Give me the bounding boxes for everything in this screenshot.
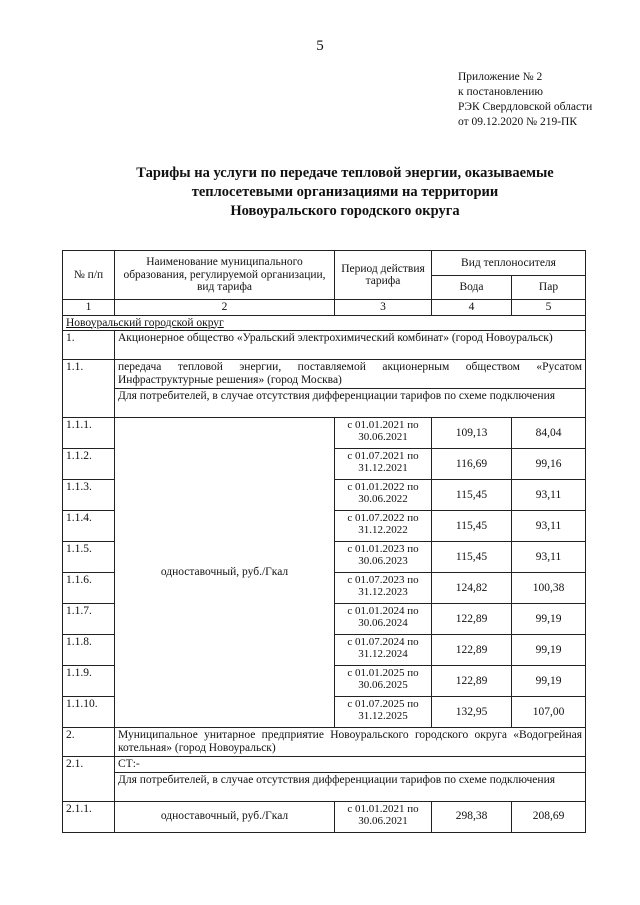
section-title: Новоуральский городской округ — [63, 315, 586, 331]
title-line-3: Новоуральского городского округа — [230, 203, 460, 219]
row-num: 1.1.3. — [63, 480, 115, 511]
org2-sub-name: СТ:- — [115, 757, 586, 773]
org1-name: Акционерное общество «Уральский электрохимический комбинат» (город Новоуральск) — [115, 331, 586, 360]
header-carrier: Вид теплоносителя — [432, 251, 586, 276]
header-steam: Пар — [512, 276, 586, 300]
row-period: с 01.07.2025 по 31.12.2025 — [335, 697, 432, 728]
header-name: Наименование муниципального образования, регулируемой организации, вид тарифа — [115, 251, 335, 300]
org1-num: 1. — [63, 331, 115, 360]
page-number: 5 — [316, 38, 324, 54]
org2-num: 2. — [63, 728, 115, 757]
row-steam: 107,00 — [512, 697, 586, 728]
row-steam: 99,19 — [512, 635, 586, 666]
row-water: 298,38 — [432, 801, 512, 832]
row-water: 122,89 — [432, 635, 512, 666]
org1-consumers: Для потребителей, в случае отсутствия дифференциации тарифов по схеме подключения — [115, 389, 586, 418]
row-water: 132,95 — [432, 697, 512, 728]
annex-line-4: от 09.12.2020 № 219-ПК — [458, 116, 578, 128]
row-water: 122,89 — [432, 604, 512, 635]
document-title — [60, 164, 630, 221]
row-period: с 01.07.2022 по 31.12.2022 — [335, 511, 432, 542]
title-line-1: Тарифы на услуги по передаче тепловой энергии, оказываемые — [136, 165, 554, 181]
row-water: 115,45 — [432, 511, 512, 542]
col-number-4: 4 — [432, 300, 512, 316]
row-water: 116,69 — [432, 449, 512, 480]
tariff-type-cell: одноставочный, руб./Гкал — [115, 801, 335, 832]
row-period: с 01.01.2021 по 30.06.2021 — [335, 418, 432, 449]
row-steam: 93,11 — [512, 511, 586, 542]
row-steam: 93,11 — [512, 480, 586, 511]
org2-name: Муниципальное унитарное предприятие Новоуральского городского округа «Водогрейная котельная» (город Новоуральск) — [115, 728, 586, 757]
title-line-2: теплосетевыми организациями на территории — [191, 184, 499, 200]
row-num: 1.1.2. — [63, 449, 115, 480]
row-num: 1.1.4. — [63, 511, 115, 542]
col-number-3: 3 — [335, 300, 432, 316]
row-water: 115,45 — [432, 542, 512, 573]
header-num: № п/п — [63, 251, 115, 300]
row-num: 1.1.10. — [63, 697, 115, 728]
row-period: с 01.01.2023 по 30.06.2023 — [335, 542, 432, 573]
row-period: с 01.01.2024 по 30.06.2024 — [335, 604, 432, 635]
row-period: с 01.07.2021 по 31.12.2021 — [335, 449, 432, 480]
row-period: с 01.07.2024 по 31.12.2024 — [335, 635, 432, 666]
col-number-2: 2 — [115, 300, 335, 316]
row-water: 115,45 — [432, 480, 512, 511]
row-steam: 84,04 — [512, 418, 586, 449]
org2-consumers: Для потребителей, в случае отсутствия дифференциации тарифов по схеме подключения — [115, 772, 586, 801]
row-steam: 99,16 — [512, 449, 586, 480]
row-period: с 01.01.2022 по 30.06.2022 — [335, 480, 432, 511]
row-steam: 99,19 — [512, 604, 586, 635]
row-num: 1.1.1. — [63, 418, 115, 449]
annex-line-2: к постановлению — [458, 86, 543, 98]
org2-sub-num: 2.1. — [63, 757, 115, 802]
row-steam: 208,69 — [512, 801, 586, 832]
header-water: Вода — [432, 276, 512, 300]
row-period: с 01.01.2021 по 30.06.2021 — [335, 801, 432, 832]
row-steam: 93,11 — [512, 542, 586, 573]
row-period: с 01.07.2023 по 31.12.2023 — [335, 573, 432, 604]
col-number-5: 5 — [512, 300, 586, 316]
row-period: с 01.01.2025 по 30.06.2025 — [335, 666, 432, 697]
annex-line-1: Приложение № 2 — [458, 71, 543, 83]
tariff-type-cell: одноставочный, руб./Гкал — [115, 418, 335, 728]
col-number-1: 1 — [63, 300, 115, 316]
row-num: 1.1.7. — [63, 604, 115, 635]
row-num: 2.1.1. — [63, 801, 115, 832]
org1-sub-name: передача тепловой энергии, поставляемой акционерным обществом «Русатом Инфраструктурные решения» (город Москва) — [115, 360, 586, 389]
row-num: 1.1.9. — [63, 666, 115, 697]
row-water: 109,13 — [432, 418, 512, 449]
row-num: 1.1.5. — [63, 542, 115, 573]
annex-block — [458, 70, 592, 130]
row-steam: 100,38 — [512, 573, 586, 604]
row-num: 1.1.6. — [63, 573, 115, 604]
annex-line-3: РЭК Свердловской области — [458, 101, 593, 113]
table-row — [63, 801, 586, 832]
tariff-table — [62, 250, 586, 833]
header-period: Период действия тарифа — [335, 251, 432, 300]
table-row — [63, 418, 586, 449]
row-water: 124,82 — [432, 573, 512, 604]
row-num: 1.1.8. — [63, 635, 115, 666]
org1-sub-num: 1.1. — [63, 360, 115, 418]
row-steam: 99,19 — [512, 666, 586, 697]
row-water: 122,89 — [432, 666, 512, 697]
